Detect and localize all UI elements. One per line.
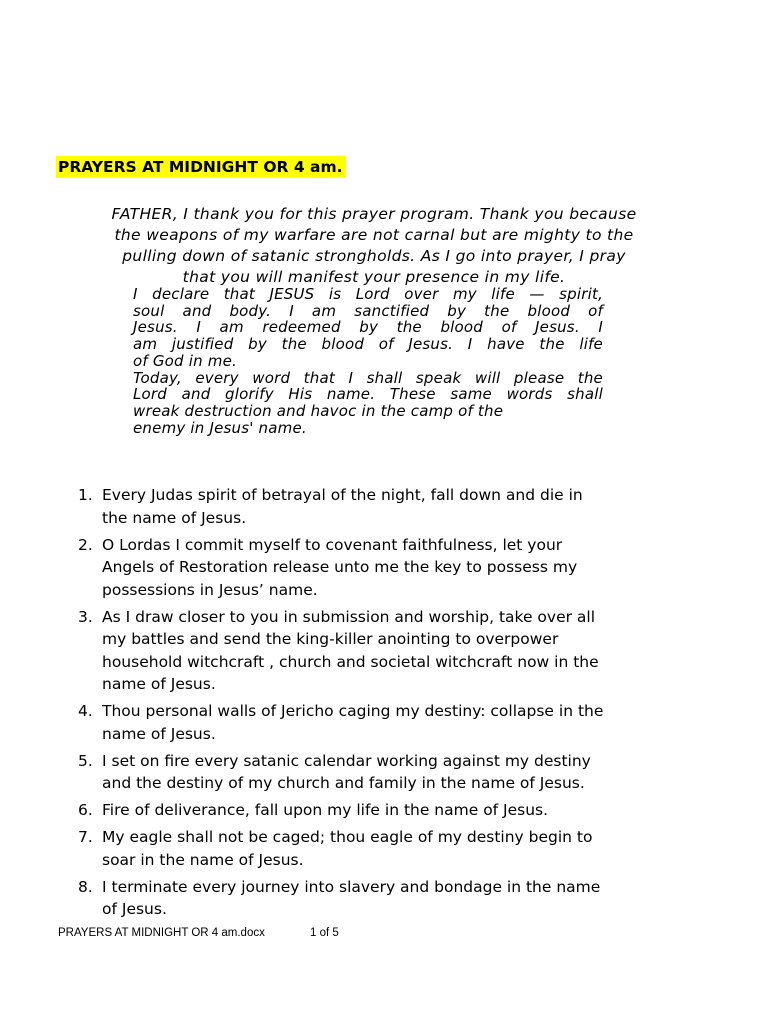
- declaration-line: soul and body. I am sanctified by the blood of: [133, 301, 603, 320]
- list-item: [72, 876, 712, 921]
- intro-line: that you will manifest your presence in my life.: [182, 268, 566, 286]
- list-item: [72, 799, 712, 822]
- declaration-paragraph: [133, 286, 603, 436]
- list-number: 4.: [78, 702, 93, 720]
- declaration-line: Jesus. I am redeemed by the blood of Jesus. I: [133, 318, 603, 337]
- list-item: [72, 700, 712, 745]
- intro-line: pulling down of satanic strongholds. As I go into prayer, I pray: [122, 247, 626, 265]
- footer-page-number: 1 of 5: [310, 927, 339, 939]
- list-item-line: name of Jesus.: [102, 724, 216, 743]
- list-item-line: Fire of deliverance, fall upon my life in the name of Jesus.: [102, 801, 549, 819]
- list-item: [72, 750, 712, 795]
- list-item: [72, 534, 712, 602]
- intro-line: FATHER, I thank you for this prayer program. Thank you because: [111, 205, 637, 223]
- prayer-list: [72, 484, 712, 925]
- list-item: [72, 606, 712, 696]
- list-item-line: my battles and send the king-killer anointing to overpower: [102, 630, 559, 648]
- list-item-line: I set on fire every satanic calendar working against my destiny: [102, 751, 591, 770]
- list-item-line: soar in the name of Jesus.: [102, 850, 304, 869]
- declaration-line: I declare that JESUS is Lord over my life — spirit,: [133, 285, 603, 303]
- declaration-line: Lord and glorify His name. These same words shall: [133, 385, 603, 404]
- list-number: 6.: [78, 801, 93, 819]
- list-item-line: Angels of Restoration release unto me the key to possess my: [102, 558, 578, 576]
- list-item-line: and the destiny of my church and family in the name of Jesus.: [102, 774, 585, 792]
- list-item-line: I terminate every journey into slavery and bondage in the name: [102, 877, 601, 896]
- list-item-line: My eagle shall not be caged; thou eagle of my destiny begin to: [102, 828, 593, 846]
- list-item: [72, 826, 712, 871]
- list-number: 1.: [78, 486, 93, 504]
- list-number: 5.: [78, 751, 93, 770]
- intro-paragraph: [54, 204, 694, 288]
- list-item: [72, 484, 712, 529]
- list-item-line: household witchcraft , church and societal witchcraft now in the: [102, 652, 599, 671]
- declaration-line: of God in me.: [133, 351, 237, 370]
- list-number: 8.: [78, 877, 93, 896]
- declaration-line: am justified by the blood of Jesus. I have the life: [133, 335, 603, 354]
- list-item-line: possessions in Jesus’ name.: [102, 580, 318, 599]
- list-item-line: name of Jesus.: [102, 675, 216, 693]
- list-number: 7.: [78, 828, 93, 846]
- list-item-line: As I draw closer to you in submission and worship, take over all: [102, 607, 596, 626]
- footer-filename: PRAYERS AT MIDNIGHT OR 4 am.docx: [58, 927, 265, 939]
- list-item-line: O Lordas I commit myself to covenant faithfulness, let your: [102, 535, 563, 554]
- declaration-line: Today, every word that I shall speak will please the: [133, 368, 603, 387]
- document-title: PRAYERS AT MIDNIGHT OR 4 am.: [56, 156, 346, 178]
- list-item-line: Every Judas spirit of betrayal of the night, fall down and die in: [102, 486, 583, 504]
- list-item-line: the name of Jesus.: [102, 508, 247, 527]
- list-item-line: of Jesus.: [102, 900, 167, 918]
- declaration-line: enemy in Jesus' name.: [133, 418, 307, 437]
- declaration-line: wreak destruction and havoc in the camp of the: [133, 401, 504, 420]
- list-number: 2.: [78, 535, 93, 554]
- list-number: 3.: [78, 607, 93, 626]
- intro-line: the weapons of my warfare are not carnal but are mighty to the: [114, 226, 634, 244]
- list-item-line: Thou personal walls of Jericho caging my destiny: collapse in the: [102, 702, 604, 720]
